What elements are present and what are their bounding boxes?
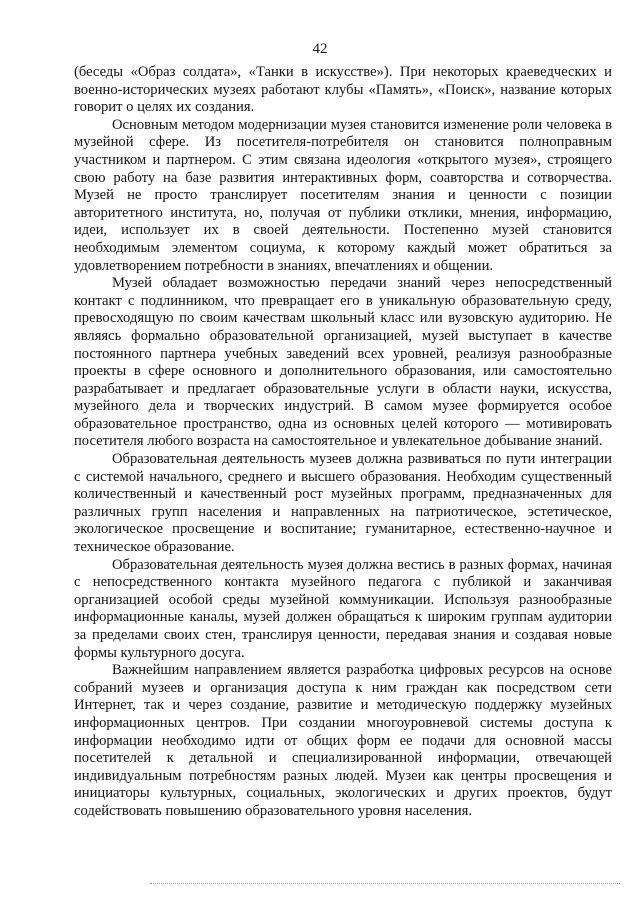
bottom-scan-line (150, 883, 620, 884)
paragraph-museum-modernization: Основным методом модернизации музея становится изменение роли человека в музейной сфере. Из посетителя-потребителя он становится полноправным участником и партнером. С этим связана идеология «открытого музея», строящего свою работу на базе развития интерактивных форм, соавторства и сотворчества. Музей не просто транслирует посетителям знания и ценности с позиции авторитетного института, но, получая от публики отклики, мнения, информацию, идеи, использует их в своей деятельности. Постепенно музей становится необходимым элементом социума, к которому каждый может обратиться за удовлетворением потребности в знаниях, впечатлениях и общении. (74, 116, 612, 274)
page-number: 42 (312, 41, 328, 57)
paragraph-museum-education-environment: Музей обладает возможностью передачи знаний через непосредственный контакт с подлинником, что превращает его в уникальную образовательную среду, превосходящую по своим качествам школьный класс или вузовскую аудиторию. Не являясь формально образовательной организацией, музей выступает в качестве постоянного партнера учебных заведений всех уровней, реализуя разнообразные проекты в сфере основного и дополнительного образования, или самостоятельно разрабатывает и предлагает образовательные услуги в области науки, искусства, музейного дела и творческих индустрий. В самом музее формируется особое образовательное пространство, одна из основных целей которого — мотивировать посетителя любого возраста на самостоятельное и увлекательное добывание знаний. (74, 275, 612, 450)
paragraph-education-integration: Образовательная деятельность музеев должна развиваться по пути интеграции с системой начального, среднего и высшего образования. Необходим существенный количественный и качественный рост музейных программ, предназначенных для различных групп населения и направленных на патриотическое, эстетическое, экологическое просвещение и воспитание; гуманитарное, естественно-научное и техническое образование. (74, 451, 612, 556)
paragraph-education-forms: Образовательная деятельность музея должна вестись в разных формах, начиная с непосредственного контакта музейного педагога с публикой и заканчивая организацией особой среды музейной коммуникации. Используя разнообразные информационные каналы, музей должен обращаться к широким группам аудитории за пределами своих стен, транслируя ценности, передавая знания и создавая новые формы культурного досуга. (74, 556, 612, 661)
body-text (74, 64, 612, 821)
paragraph-continuation: (беседы «Образ солдата», «Танки в искусстве»). При некоторых краеведческих и военно-исторических музеях работают клубы «Память», «Поиск», название которых говорит о целях их создания. (74, 64, 612, 116)
paragraph-digital-resources: Важнейшим направлением является разработка цифровых ресурсов на основе собраний музеев и организация доступа к ним граждан как посредством сети Интернет, так и через создание, развитие и методическую поддержку музейных информационных центров. При создании многоуровневой системы доступа к информации необходимо идти от общих форм ее подачи для основной массы посетителей к детальной и специализированной информации, отвечающей индивидуальным потребностям разных людей. Музеи как центры просвещения и инициаторы культурных, социальных, экологических и других проектов, будут содействовать повышению образовательного уровня населения. (74, 662, 612, 819)
